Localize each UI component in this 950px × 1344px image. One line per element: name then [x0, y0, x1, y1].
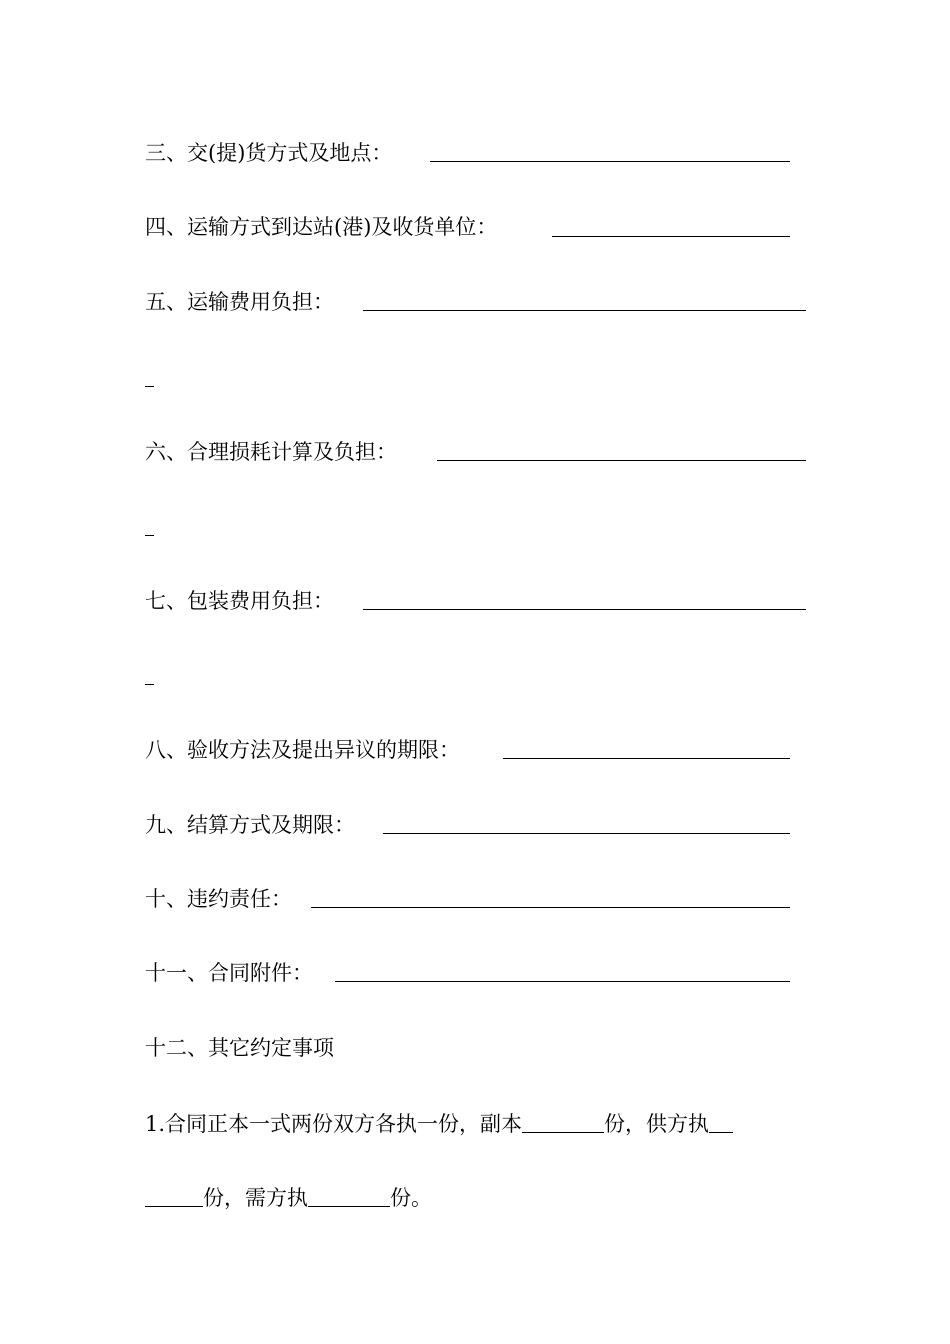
item-1-text-copies: 1.合同正本一式两份双方各执一份，副本: [145, 1112, 523, 1136]
item-1-text-end: 份。: [390, 1186, 432, 1210]
item-1-line-2: [145, 1181, 432, 1215]
clause-transport-cost-blank[interactable]: [363, 310, 806, 311]
clause-packaging-cost-label: 七、包装费用负担：: [145, 589, 334, 613]
clause-loss-calculation-blank[interactable]: [437, 460, 806, 461]
clause-loss-calculation-blank-continuation[interactable]: [145, 535, 154, 536]
clause-acceptance-method-blank[interactable]: [503, 758, 790, 759]
buyer-copies-blank[interactable]: [308, 1205, 390, 1207]
clause-transport-method-blank[interactable]: [552, 236, 790, 237]
supplier-copies-blank-start[interactable]: [709, 1131, 733, 1133]
clause-contract-attachments-label: 十一、合同附件：: [145, 961, 313, 985]
clause-loss-calculation-label: 六、合理损耗计算及负担：: [145, 440, 397, 464]
clause-breach-liability-label: 十、违约责任：: [145, 887, 292, 911]
item-1-text-buyer: 份，需方执: [203, 1186, 308, 1210]
clause-transport-cost-blank-continuation[interactable]: [145, 386, 154, 387]
clause-contract-attachments-blank[interactable]: [335, 981, 790, 982]
clause-delivery-method-label: 三、交(提)货方式及地点：: [145, 141, 393, 165]
copies-count-blank[interactable]: [522, 1131, 604, 1133]
clause-breach-liability-blank[interactable]: [311, 907, 790, 908]
clause-acceptance-method-label: 八、验收方法及提出异议的期限：: [145, 738, 460, 762]
item-1-line-1: [145, 1107, 733, 1141]
clause-settlement-method-blank[interactable]: [383, 833, 790, 834]
clause-other-matters-heading: 十二、其它约定事项: [145, 1036, 334, 1060]
clause-settlement-method-label: 九、结算方式及期限：: [145, 813, 355, 837]
clause-transport-method-label: 四、运输方式到达站(港)及收货单位：: [145, 215, 498, 239]
clause-packaging-cost-blank[interactable]: [363, 609, 806, 610]
clause-transport-cost-label: 五、运输费用负担：: [145, 290, 334, 314]
clause-packaging-cost-blank-continuation[interactable]: [145, 684, 154, 685]
item-1-text-supplier: 份，供方执: [604, 1112, 710, 1136]
clause-delivery-method-blank[interactable]: [430, 161, 790, 162]
supplier-copies-blank-end[interactable]: [145, 1205, 203, 1207]
